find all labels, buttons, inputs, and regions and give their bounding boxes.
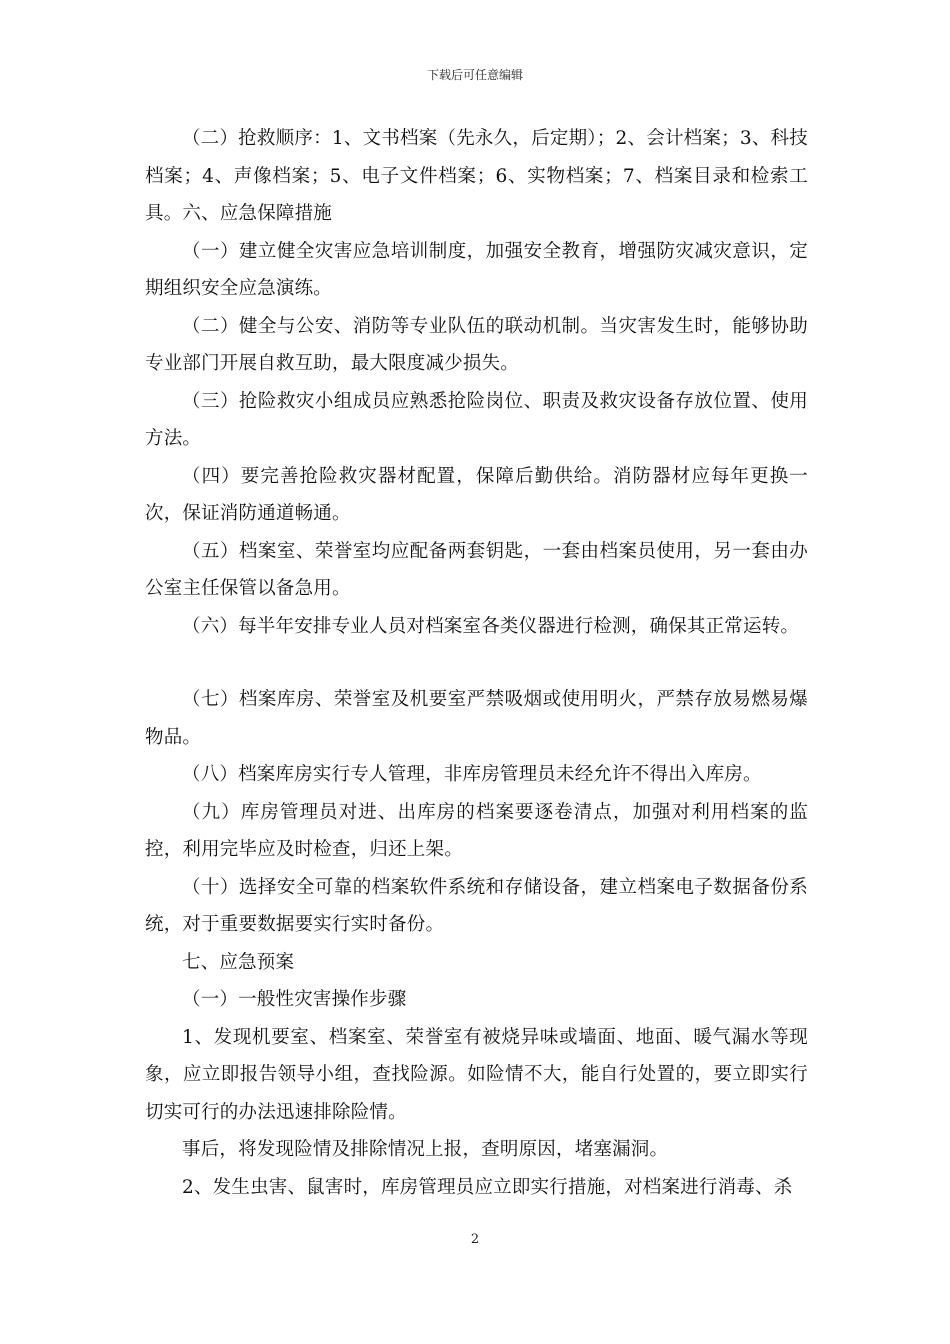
paragraph: （九）库房管理员对进、出库房的档案要逐卷清点，加强对利用档案的监控，利用完毕应及时检查，归还上架。 [145, 801, 808, 860]
paragraph: 事后，将发现险情及排除情况上报，查明原因，堵塞漏洞。 [182, 1139, 669, 1160]
paragraph: （七）档案库房、荣誉室及机要室严禁吸烟或使用明火，严禁存放易燃易爆物品。 [145, 689, 808, 748]
subsection-heading: （一）一般性灾害操作步骤 [182, 989, 407, 1010]
paragraph: （二）健全与公安、消防等专业队伍的联动机制。当灾害发生时，能够协助专业部门开展自救互助，最大限度减少损失。 [145, 315, 808, 374]
blank-line [145, 645, 808, 681]
paragraph: （一）建立健全灾害应急培训制度，加强安全教育，增强防灾减灾意识，定期组织安全应急演练。 [145, 240, 808, 299]
paragraph: （四）要完善抢险救灾器材配置，保障后勤供给。消防器材应每年更换一次，保证消防通道畅通。 [145, 465, 808, 524]
page-number: 2 [470, 1232, 480, 1247]
document-body [145, 120, 808, 1206]
paragraph: （二）抢救顺序：1、文书档案（先永久，后定期）；2、会计档案；3、科技档案；4、声像档案；5、电子文件档案；6、实物档案；7、档案目录和检索工具。六、应急保障措施 [145, 128, 808, 224]
paragraph: （五）档案室、荣誉室均应配备两套钥匙，一套由档案员使用，另一套由办公室主任保管以备急用。 [145, 540, 808, 599]
paragraph: 2、发生虫害、鼠害时，库房管理员应立即实行措施，对档案进行消毒、杀 [182, 1176, 793, 1198]
paragraph: （三）抢险救灾小组成员应熟悉抢险岗位、职责及救灾设备存放位置、使用方法。 [145, 390, 808, 449]
page-header: 下载后可任意编辑 [426, 68, 523, 82]
paragraph: （六）每半年安排专业人员对档案室各类仪器进行检测，确保其正常运转。 [182, 615, 800, 637]
paragraph: （十）选择安全可靠的档案软件系统和存储设备，建立档案电子数据备份系统，对于重要数据要实行实时备份。 [145, 876, 808, 935]
section-heading: 七、应急预案 [182, 951, 295, 973]
paragraph: 1、发现机要室、档案室、荣誉室有被烧异味或墙面、地面、暖气漏水等现象，应立即报告领导小组，查找险源。如险情不大，能自行处置的，要立即实行切实可行的办法迅速排除险情。 [145, 1026, 808, 1123]
paragraph: （八）档案库房实行专人管理，非库房管理员未经允许不得出入库房。 [182, 764, 762, 785]
